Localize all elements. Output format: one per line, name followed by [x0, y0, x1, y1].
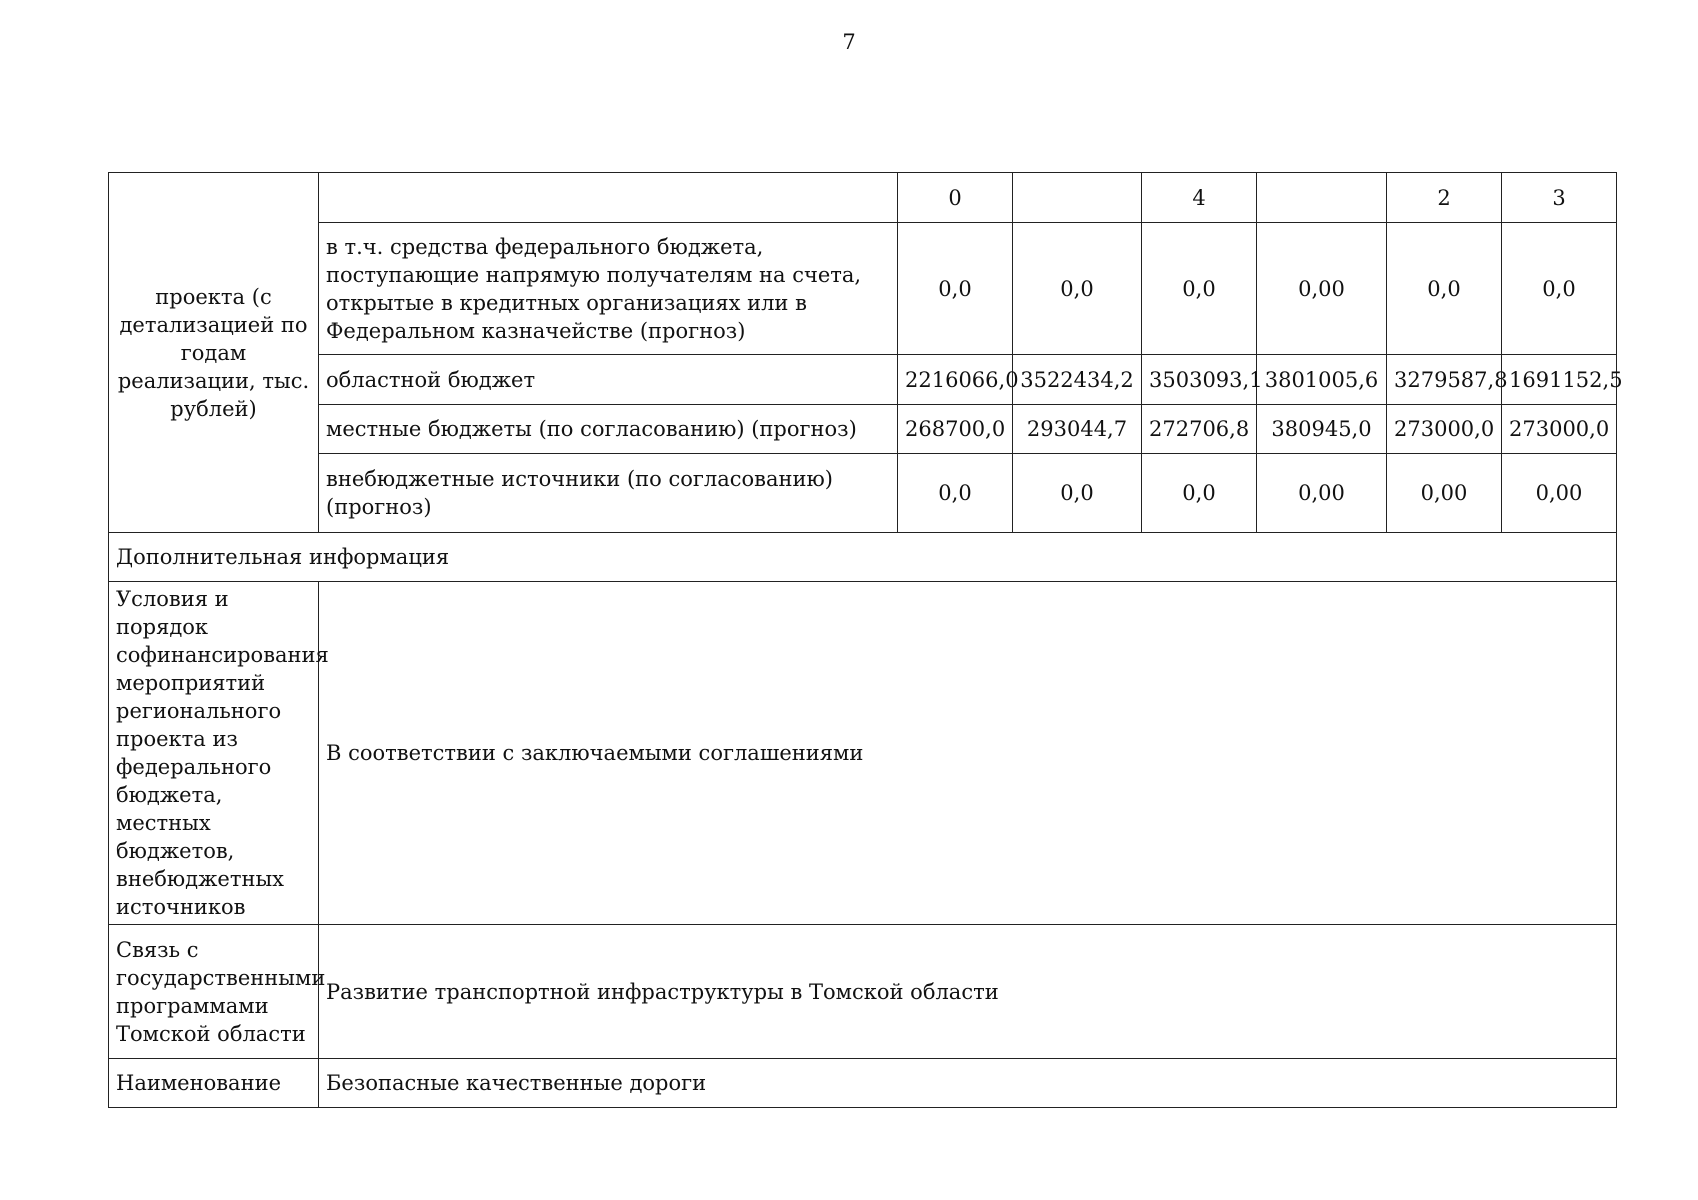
funding-row-extrabudgetary — [109, 454, 1617, 533]
funding-header-cell: 3 — [1502, 173, 1617, 223]
funding-cell: 0,00 — [1502, 454, 1617, 533]
page-number: 7 — [842, 30, 856, 54]
funding-row-local — [109, 405, 1617, 454]
funding-cell: 0,0 — [1013, 454, 1142, 533]
funding-cell: 0,0 — [1013, 223, 1142, 355]
programs-value: Развитие транспортной инфраструктуры в Томской области — [319, 925, 1617, 1059]
additional-info-row — [109, 533, 1617, 582]
funding-cell: 0,00 — [1257, 223, 1387, 355]
funding-cell: 0,0 — [1502, 223, 1617, 355]
funding-row-label: внебюджетные источники (по согласованию) (прогноз) — [319, 454, 898, 533]
funding-cell: 0,00 — [1257, 454, 1387, 533]
funding-cell: 3503093,1 — [1142, 355, 1257, 405]
name-row — [109, 1059, 1617, 1108]
funding-header-label — [319, 173, 898, 223]
funding-cell: 0,0 — [1387, 223, 1502, 355]
funding-row-label: в т.ч. средства федерального бюджета, поступающие напрямую получателям на счета, открытые в кредитных организациях или в Федеральном казначействе (прогноз) — [319, 223, 898, 355]
funding-cell: 380945,0 — [1257, 405, 1387, 454]
funding-row-regional — [109, 355, 1617, 405]
funding-header-row — [109, 173, 1617, 223]
funding-header-cell: 0 — [898, 173, 1013, 223]
funding-header-cell — [1257, 173, 1387, 223]
funding-cell: 3801005,6 — [1257, 355, 1387, 405]
funding-header-cell — [1013, 173, 1142, 223]
funding-cell: 2216066,0 — [898, 355, 1013, 405]
programs-label: Связь с государственными программами Томской области — [109, 925, 319, 1059]
funding-cell: 1691152,5 — [1502, 355, 1617, 405]
funding-cell: 0,0 — [898, 454, 1013, 533]
funding-cell: 3522434,2 — [1013, 355, 1142, 405]
funding-cell: 0,0 — [1142, 223, 1257, 355]
funding-cell: 0,0 — [898, 223, 1013, 355]
funding-row-federal-direct — [109, 223, 1617, 355]
name-label: Наименование — [109, 1059, 319, 1108]
funding-cell: 273000,0 — [1387, 405, 1502, 454]
funding-cell: 273000,0 — [1502, 405, 1617, 454]
funding-cell: 272706,8 — [1142, 405, 1257, 454]
funding-cell: 0,0 — [1142, 454, 1257, 533]
name-value: Безопасные качественные дороги — [319, 1059, 1617, 1108]
funding-header-cell: 2 — [1387, 173, 1502, 223]
passport-table — [108, 172, 1623, 1108]
funding-cell: 3279587,8 — [1387, 355, 1502, 405]
funding-row-header: проекта (с детализацией по годам реализации, тыс. рублей) — [109, 173, 319, 533]
funding-row-label: местные бюджеты (по согласованию) (прогноз) — [319, 405, 898, 454]
cofinancing-label: Условия и порядок софинансирования мероприятий регионального проекта из федерального бюджета, местных бюджетов, внебюджетных источников — [109, 582, 319, 925]
funding-cell: 293044,7 — [1013, 405, 1142, 454]
cofinancing-value: В соответствии с заключаемыми соглашениями — [319, 582, 1617, 925]
funding-cell: 0,00 — [1387, 454, 1502, 533]
funding-cell: 268700,0 — [898, 405, 1013, 454]
additional-info-heading: Дополнительная информация — [109, 533, 1617, 582]
funding-header-cell: 4 — [1142, 173, 1257, 223]
funding-row-label: областной бюджет — [319, 355, 898, 405]
programs-row — [109, 925, 1617, 1059]
cofinancing-row — [109, 582, 1617, 925]
